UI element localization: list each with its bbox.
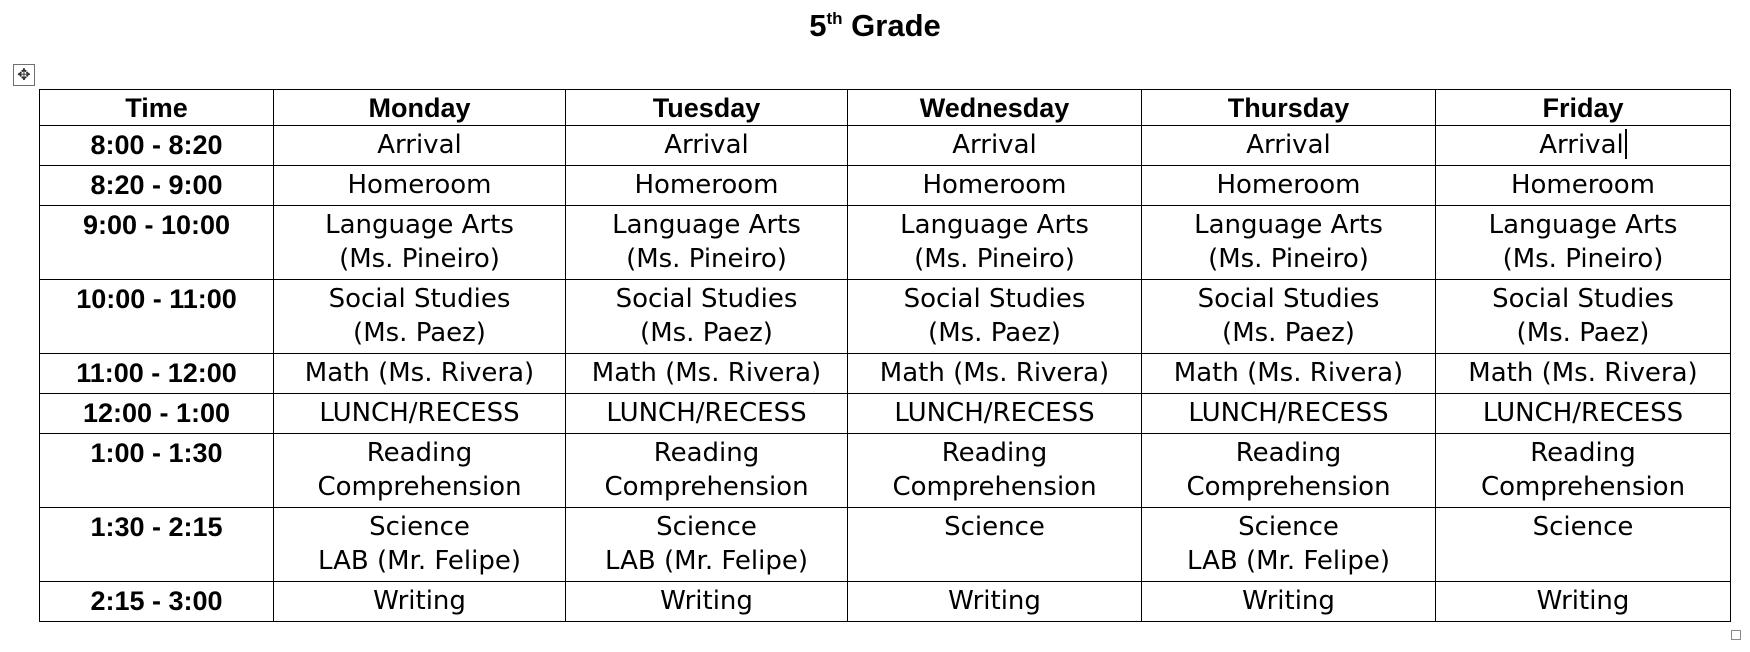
schedule-cell[interactable] bbox=[566, 582, 848, 622]
cell-line: Writing bbox=[1242, 586, 1335, 616]
schedule-cell[interactable] bbox=[848, 434, 1142, 508]
schedule-cell[interactable] bbox=[274, 166, 566, 206]
schedule-cell[interactable] bbox=[566, 394, 848, 434]
title-number: 5 bbox=[809, 8, 827, 43]
table-row bbox=[40, 582, 1731, 622]
cell-line: Comprehension bbox=[1186, 472, 1391, 502]
cell-line: (Ms. Pineiro) bbox=[1208, 244, 1369, 274]
header-tuesday[interactable]: Tuesday bbox=[566, 90, 848, 126]
cell-line: Science bbox=[656, 512, 757, 542]
cell-line: (Ms. Pineiro) bbox=[1502, 244, 1664, 274]
time-cell[interactable]: 8:20 - 9:00 bbox=[40, 166, 274, 206]
cell-line: Comprehension bbox=[892, 472, 1097, 502]
header-row bbox=[40, 90, 1731, 126]
cell-line: Writing bbox=[948, 586, 1041, 616]
schedule-cell[interactable] bbox=[1436, 354, 1731, 394]
schedule-cell[interactable] bbox=[274, 354, 566, 394]
schedule-cell[interactable] bbox=[1142, 166, 1436, 206]
cell-line: LUNCH/RECESS bbox=[1188, 398, 1389, 428]
schedule-cell[interactable] bbox=[274, 582, 566, 622]
cell-line: (Ms. Pineiro) bbox=[626, 244, 787, 274]
cell-line: Language Arts bbox=[1194, 210, 1383, 240]
header-thursday[interactable]: Thursday bbox=[1142, 90, 1436, 126]
cell-line: Homeroom bbox=[1216, 170, 1361, 200]
table-row bbox=[40, 206, 1731, 280]
table-row bbox=[40, 166, 1731, 206]
header-time[interactable]: Time bbox=[40, 90, 274, 126]
schedule-cell[interactable] bbox=[1142, 508, 1436, 582]
cell-line: Social Studies bbox=[615, 284, 798, 314]
schedule-cell[interactable] bbox=[848, 206, 1142, 280]
cell-line: Comprehension bbox=[604, 472, 809, 502]
table-row bbox=[40, 354, 1731, 394]
schedule-cell[interactable] bbox=[274, 126, 566, 166]
table-row bbox=[40, 394, 1731, 434]
schedule-cell[interactable] bbox=[848, 582, 1142, 622]
schedule-cell[interactable] bbox=[1436, 280, 1731, 354]
cell-line: Reading bbox=[1235, 438, 1342, 468]
schedule-cell[interactable] bbox=[848, 280, 1142, 354]
schedule-cell[interactable] bbox=[274, 434, 566, 508]
cell-line: Homeroom bbox=[1510, 170, 1656, 200]
cell-line: Science bbox=[944, 512, 1045, 542]
text-cursor bbox=[1625, 129, 1627, 159]
cell-line: (Ms. Paez) bbox=[1516, 318, 1650, 348]
cell-line: Social Studies bbox=[1197, 284, 1380, 314]
header-monday[interactable]: Monday bbox=[274, 90, 566, 126]
cell-line: Writing bbox=[1536, 586, 1630, 616]
table-resize-handle-icon[interactable] bbox=[1731, 630, 1741, 640]
cell-line: LUNCH/RECESS bbox=[1482, 398, 1684, 428]
schedule-cell[interactable] bbox=[566, 166, 848, 206]
cell-line: Arrival bbox=[952, 130, 1037, 160]
cell-line: Math (Ms. Rivera) bbox=[591, 358, 822, 388]
cell-line: Language Arts bbox=[325, 210, 514, 240]
schedule-cell[interactable] bbox=[566, 434, 848, 508]
cell-line: Social Studies bbox=[328, 284, 511, 314]
cell-line: Reading bbox=[1530, 438, 1636, 468]
cell-line: LUNCH/RECESS bbox=[319, 398, 520, 428]
header-wednesday[interactable]: Wednesday bbox=[848, 90, 1142, 126]
cell-line: Social Studies bbox=[903, 284, 1086, 314]
cell-line: Arrival bbox=[1246, 130, 1331, 160]
schedule-cell[interactable] bbox=[848, 354, 1142, 394]
schedule-cell[interactable] bbox=[1142, 582, 1436, 622]
schedule-cell[interactable] bbox=[1436, 582, 1731, 622]
document-title bbox=[0, 4, 1750, 53]
schedule-cell[interactable] bbox=[848, 126, 1142, 166]
schedule-cell[interactable] bbox=[1436, 508, 1731, 582]
cell-line: Arrival bbox=[1539, 130, 1624, 160]
title-word: Grade bbox=[851, 8, 941, 43]
cell-line: Social Studies bbox=[1492, 284, 1674, 314]
cell-line: LUNCH/RECESS bbox=[894, 398, 1095, 428]
schedule-table bbox=[39, 89, 1731, 622]
title-superscript: th bbox=[826, 9, 843, 28]
time-cell[interactable]: 11:00 - 12:00 bbox=[40, 354, 274, 394]
cell-line: Writing bbox=[660, 586, 753, 616]
schedule-cell[interactable] bbox=[1436, 206, 1731, 280]
schedule-cell[interactable] bbox=[1142, 206, 1436, 280]
cell-line: LAB (Mr. Felipe) bbox=[605, 546, 808, 576]
cell-line: Arrival bbox=[664, 130, 749, 160]
cell-line: Arrival bbox=[377, 130, 462, 160]
cell-line: Homeroom bbox=[922, 170, 1067, 200]
cell-line: LAB (Mr. Felipe) bbox=[1187, 546, 1390, 576]
cell-line: Homeroom bbox=[347, 170, 492, 200]
cell-line: Language Arts bbox=[900, 210, 1089, 240]
schedule-cell[interactable] bbox=[566, 508, 848, 582]
table-move-handle-icon[interactable]: ✥ bbox=[13, 64, 35, 86]
schedule-cell[interactable] bbox=[1436, 394, 1731, 434]
schedule-cell[interactable] bbox=[274, 394, 566, 434]
time-cell[interactable]: 9:00 - 10:00 bbox=[40, 206, 274, 280]
schedule-cell[interactable] bbox=[848, 394, 1142, 434]
schedule-cell[interactable] bbox=[274, 508, 566, 582]
header-friday[interactable]: Friday bbox=[1436, 90, 1731, 126]
table-row bbox=[40, 508, 1731, 582]
schedule-cell[interactable] bbox=[566, 354, 848, 394]
table-row bbox=[40, 126, 1731, 166]
schedule-cell[interactable] bbox=[566, 126, 848, 166]
schedule-cell[interactable] bbox=[1142, 434, 1436, 508]
time-cell[interactable]: 8:00 - 8:20 bbox=[40, 126, 274, 166]
cell-line: Science bbox=[1532, 512, 1634, 542]
schedule-cell[interactable] bbox=[848, 508, 1142, 582]
table-row bbox=[40, 434, 1731, 508]
time-cell[interactable]: 12:00 - 1:00 bbox=[40, 394, 274, 434]
cell-line: LUNCH/RECESS bbox=[606, 398, 807, 428]
schedule-body bbox=[40, 126, 1731, 622]
cell-line: Math (Ms. Rivera) bbox=[1468, 358, 1698, 388]
cell-line: Reading bbox=[366, 438, 473, 468]
cell-line: Science bbox=[1238, 512, 1339, 542]
cell-line: Science bbox=[369, 512, 470, 542]
schedule-cell[interactable] bbox=[566, 206, 848, 280]
time-cell[interactable]: 1:00 - 1:30 bbox=[40, 434, 274, 508]
time-cell[interactable]: 10:00 - 11:00 bbox=[40, 280, 274, 354]
cell-line: Reading bbox=[941, 438, 1048, 468]
schedule-cell[interactable] bbox=[1436, 434, 1731, 508]
schedule-cell[interactable] bbox=[1142, 394, 1436, 434]
cell-line: Reading bbox=[653, 438, 760, 468]
cell-line: (Ms. Paez) bbox=[640, 318, 773, 348]
cell-line: Math (Ms. Rivera) bbox=[1173, 358, 1404, 388]
schedule-cell[interactable] bbox=[274, 206, 566, 280]
schedule-cell[interactable] bbox=[1142, 280, 1436, 354]
schedule-cell[interactable] bbox=[274, 280, 566, 354]
cell-line: LAB (Mr. Felipe) bbox=[318, 546, 521, 576]
schedule-cell[interactable] bbox=[1142, 354, 1436, 394]
schedule-cell[interactable] bbox=[1436, 126, 1731, 166]
cell-line: (Ms. Paez) bbox=[1222, 318, 1355, 348]
cell-line: (Ms. Pineiro) bbox=[339, 244, 500, 274]
cell-line: Math (Ms. Rivera) bbox=[304, 358, 535, 388]
schedule-cell[interactable] bbox=[566, 280, 848, 354]
schedule-cell[interactable] bbox=[848, 166, 1142, 206]
cell-line: Math (Ms. Rivera) bbox=[879, 358, 1110, 388]
schedule-cell[interactable] bbox=[1436, 166, 1731, 206]
cell-line: Comprehension bbox=[1480, 472, 1686, 502]
table-row bbox=[40, 280, 1731, 354]
cell-line: (Ms. Paez) bbox=[353, 318, 486, 348]
cell-line: Language Arts bbox=[612, 210, 801, 240]
cell-line: (Ms. Paez) bbox=[928, 318, 1061, 348]
cell-line: Writing bbox=[373, 586, 466, 616]
cell-line: Homeroom bbox=[634, 170, 779, 200]
schedule-cell[interactable] bbox=[1142, 126, 1436, 166]
time-cell[interactable]: 2:15 - 3:00 bbox=[40, 582, 274, 622]
time-cell[interactable]: 1:30 - 2:15 bbox=[40, 508, 274, 582]
cell-line: Language Arts bbox=[1488, 210, 1678, 240]
cell-line: Comprehension bbox=[317, 472, 522, 502]
cell-line: (Ms. Pineiro) bbox=[914, 244, 1075, 274]
